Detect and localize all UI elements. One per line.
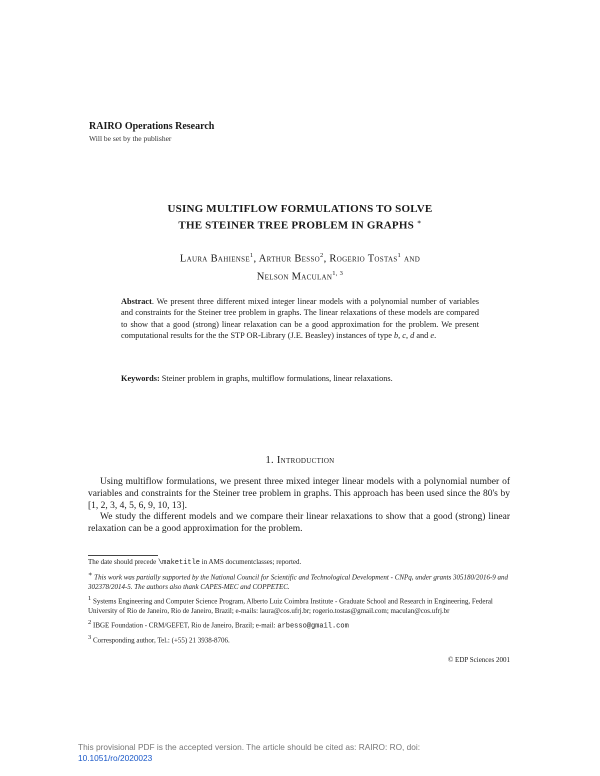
journal-name: RAIRO Operations Research: [89, 121, 215, 132]
provisional-banner: [78, 742, 420, 764]
footnote-funding-text: This work was partially supported by the National Council for Scientific and Technological Development - CNPq, under grants 305180/2016-9 and 302378/2014-5. The authors also thank CAPES-MEC and COPPETEC.: [88, 573, 509, 591]
footnote-rule: [88, 555, 158, 556]
journal-subtitle: Will be set by the publisher: [89, 134, 172, 143]
footnote-email: arbesso@gmail.com: [277, 621, 349, 630]
footnote-affiliation-2: [88, 618, 510, 632]
abstract-label: Abstract: [121, 297, 152, 306]
instance-b: b: [393, 331, 399, 341]
keywords-text: Steiner problem in graphs, multiflow formulations, linear relaxations.: [161, 374, 393, 383]
section-number: 1.: [265, 455, 274, 466]
abstract-text: . We present three different mixed integer linear models with a polynomial number of variables and constraints for the Steiner tree problem in graphs. The linear relaxations of these models are compared to show that a good (strong) linear relaxation can be a good approximation for the problem. We present computational results for the the STP OR-Library (J.E. Beasley) instances of type: [121, 297, 479, 341]
abstract: [121, 296, 479, 342]
footnote-funding: [88, 570, 510, 593]
footnote-corresponding: [88, 633, 510, 646]
banner-text: This provisional PDF is the accepted version. The article should be cited as: RAIRO: RO, doi:: [78, 742, 421, 752]
title-line-1: USING MULTIFLOW FORMULATIONS TO SOLVE: [167, 203, 433, 215]
title-line-2: THE STEINER TREE PROBLEM IN GRAPHS: [178, 219, 414, 232]
footnote-affiliation-2-text: IBGE Foundation - CRM/GEFET, Rio de Janeiro, Brazil; e-mail:: [91, 620, 278, 629]
author-2: Arthur Besso: [258, 253, 320, 265]
footnote-mark: 2: [88, 618, 92, 626]
author-2-affil: 2: [320, 252, 324, 259]
footnote-mark: ∗: [88, 570, 93, 578]
footnote-affiliation-1: [88, 594, 510, 617]
author-4-affil: 1, 3: [332, 269, 344, 277]
introduction-body: [88, 477, 510, 536]
footnote-mark: 1: [88, 594, 92, 602]
copyright: © EDP Sciences 2001: [447, 656, 510, 664]
abstract-sep: and: [414, 331, 431, 341]
instance-c: c: [402, 331, 406, 341]
footnote-mark: 3: [88, 633, 92, 641]
author-3-affil: 1: [397, 252, 402, 259]
paragraph-2: We study the different models and we compare their linear relaxations to show that a good (strong) linear relaxation can be a good approximation for the problem.: [88, 512, 510, 535]
doi-link[interactable]: 10.1051/ro/2020023: [78, 753, 153, 763]
keywords: [121, 373, 479, 384]
author-list: Laura Bahiense$^1$, Arthur Besso$^2$, Rogerio Tostas$^1$ and Nelson Maculan$^{1, 3}$: [179, 252, 421, 282]
abstract-sep: ,: [405, 331, 411, 341]
keywords-label: Keywords:: [121, 374, 160, 383]
footnote-date: [88, 558, 510, 569]
author-3: Rogerio Tostas: [329, 253, 398, 265]
author-conjunction: and: [404, 253, 421, 265]
section-heading: [60, 455, 540, 466]
footnote-affiliation-1-text: Systems Engineering and Computer Science Program, Alberto Luiz Coimbra Institute - Graduate School and Research in Engineering, Federal University of Rio de Janeiro, Rio de Janeiro, Brazil; e-mails: laura@cos.ufrj.br; rogerio.tostas@gmail.com; maculan@cos.ufrj.br: [88, 597, 493, 615]
footnote-date-text-end: in AMS documentclasses; reported.: [200, 558, 302, 566]
author-1: Laura Bahiense: [179, 253, 250, 265]
title-footnote-mark: ∗: [416, 219, 422, 226]
paper-title: [60, 202, 540, 233]
footnote-code: \maketitle: [157, 559, 200, 567]
author-1-affil: 1: [249, 252, 254, 259]
author-4: Nelson Maculan: [256, 271, 333, 282]
footnote-corresponding-text: Corresponding author, Tel.: (+55) 21 3938-8706.: [91, 636, 230, 645]
footnotes: [88, 558, 510, 647]
paragraph-1: Using multiflow formulations, we present three mixed integer linear models with a polynomial number of variables and constraints for the Steiner tree problem in graphs. This approach has been used since the 80's by [1, 2, 3, 4, 5, 6, 9, 10, 13].: [88, 477, 510, 511]
instance-e: e: [430, 331, 435, 341]
abstract-sep: ,: [398, 331, 403, 341]
abstract-end: .: [434, 331, 437, 341]
section-title: Introduction: [276, 455, 335, 466]
footnote-date-text: The date should precede: [88, 558, 158, 566]
instance-d: d: [410, 331, 415, 341]
